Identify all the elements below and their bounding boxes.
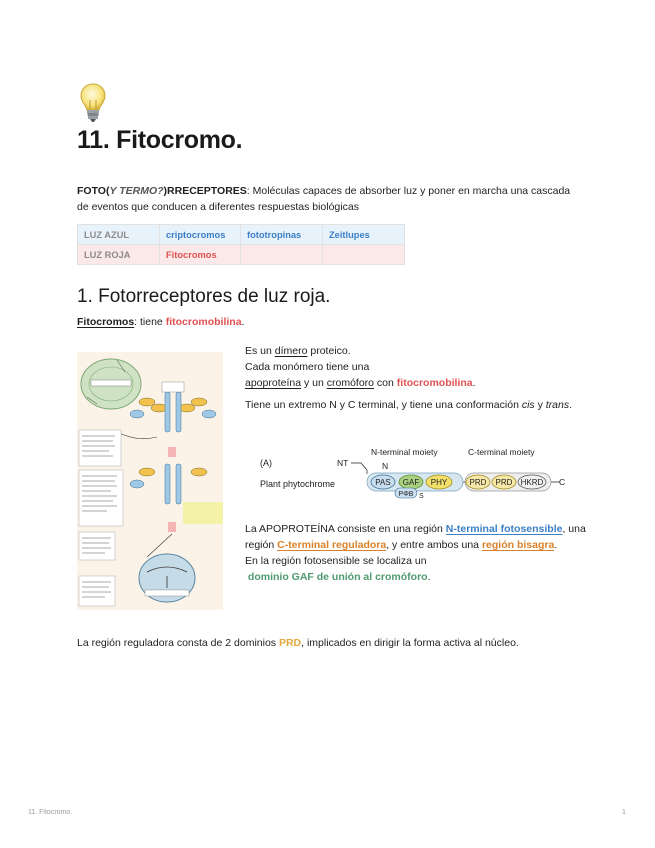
c-terminal-term: C-terminal reguladora — [277, 539, 387, 551]
n-terminal-term: N-terminal fotosensible — [445, 523, 563, 535]
domain-phy: PHY — [430, 478, 448, 487]
text: . — [569, 399, 573, 411]
light-bulb-icon — [78, 82, 108, 124]
n-label: N — [382, 461, 389, 471]
fitocromobilina-term: fitocromobilina — [396, 377, 473, 389]
prd-term: PRD — [278, 637, 302, 649]
fito-end: . — [241, 316, 245, 328]
fitocromos-term: Fitocromos — [77, 316, 135, 328]
text: , y entre ambos una — [386, 539, 482, 551]
chromophore-label: PΦB — [398, 491, 414, 498]
text: , una región — [245, 523, 586, 551]
page-number: 1 — [622, 809, 626, 816]
c-moiety-label: C-terminal moiety — [468, 447, 535, 457]
table-cell: Zeitlupes — [323, 225, 405, 245]
region-bisagra-term: región bisagra — [481, 539, 555, 551]
text: Cada monómero tiene una — [245, 361, 370, 373]
table-cell: LUZ AZUL — [78, 225, 160, 245]
table-cell: fototropinas — [241, 225, 323, 245]
text: Tiene un extremo N y C terminal, y tiene una conformación — [245, 399, 522, 411]
phytochrome-signaling-figure — [77, 352, 223, 610]
table-cell: Fitocromos — [160, 245, 241, 265]
regulatory-paragraph — [77, 637, 519, 649]
term-foto: FOTO( — [77, 185, 110, 197]
cromoforo-term: cromóforo — [326, 377, 375, 389]
text: La APOPROTEÍNA consiste en una región — [245, 523, 446, 535]
apoproteina-paragraph — [245, 521, 590, 585]
photoreceptor-table — [77, 224, 405, 265]
text: . — [554, 539, 558, 551]
domain-gaf: GAF — [402, 478, 420, 487]
text: con — [374, 377, 397, 389]
trans-term: trans — [545, 399, 570, 411]
domain-prd-1: PRD — [469, 478, 487, 487]
footer-title: 11. Fitocromo. — [28, 809, 73, 816]
page-title: 11. Fitocromo. — [77, 126, 243, 154]
text: . — [427, 571, 431, 583]
table-cell: LUZ ROJA — [78, 245, 160, 265]
text: Es un — [245, 345, 275, 357]
domain-prd-2: PRD — [495, 478, 513, 487]
panel-label: (A) — [260, 458, 272, 468]
fitocromobilina-term: fitocromobilina — [165, 316, 242, 328]
text: , implicados en dirigir la forma activa al núcleo. — [301, 637, 519, 649]
fitocromos-line — [77, 316, 244, 328]
nt-label: NT — [337, 458, 349, 468]
phytochrome-domain-diagram — [255, 440, 575, 500]
n-moiety-label: N-terminal moiety — [371, 447, 438, 457]
apoproteina-term: apoproteína — [245, 377, 302, 389]
c-label: C — [559, 477, 566, 487]
text: La región reguladora consta de 2 dominios — [77, 637, 279, 649]
table-cell — [323, 245, 405, 265]
domain-hkrd: HKRD — [520, 478, 544, 487]
text: . — [472, 377, 476, 389]
domain-pas: PAS — [375, 478, 391, 487]
term-termo: Y TERMO? — [109, 185, 164, 197]
table-cell — [241, 245, 323, 265]
cis-term: cis — [521, 399, 535, 411]
fito-text: : tiene — [134, 316, 166, 328]
table-row — [78, 245, 405, 265]
text: En la región fotosensible se localiza un — [245, 555, 427, 567]
terminal-paragraph — [245, 397, 585, 413]
text: y un — [301, 377, 327, 389]
text: proteico. — [307, 345, 351, 357]
diagram-label: Plant phytochrome — [260, 479, 336, 489]
table-row — [78, 225, 405, 245]
text: y — [534, 399, 546, 411]
dimer-paragraph — [245, 343, 590, 391]
s-label: S — [419, 493, 424, 500]
intro-paragraph — [77, 183, 577, 215]
section-heading: 1. Fotorreceptores de luz roja. — [77, 286, 331, 307]
dimero-term: dímero — [274, 345, 308, 357]
term-receptores: )RRECEPTORES — [163, 185, 247, 197]
gaf-domain-term: dominio GAF de unión al cromóforo — [247, 571, 428, 583]
table-cell: criptocromos — [160, 225, 241, 245]
intro-text: : Moléculas capaces de absorber luz y poner en marcha una cascada de eventos que conducen a diferentes respuestas biológicas — [77, 185, 571, 213]
